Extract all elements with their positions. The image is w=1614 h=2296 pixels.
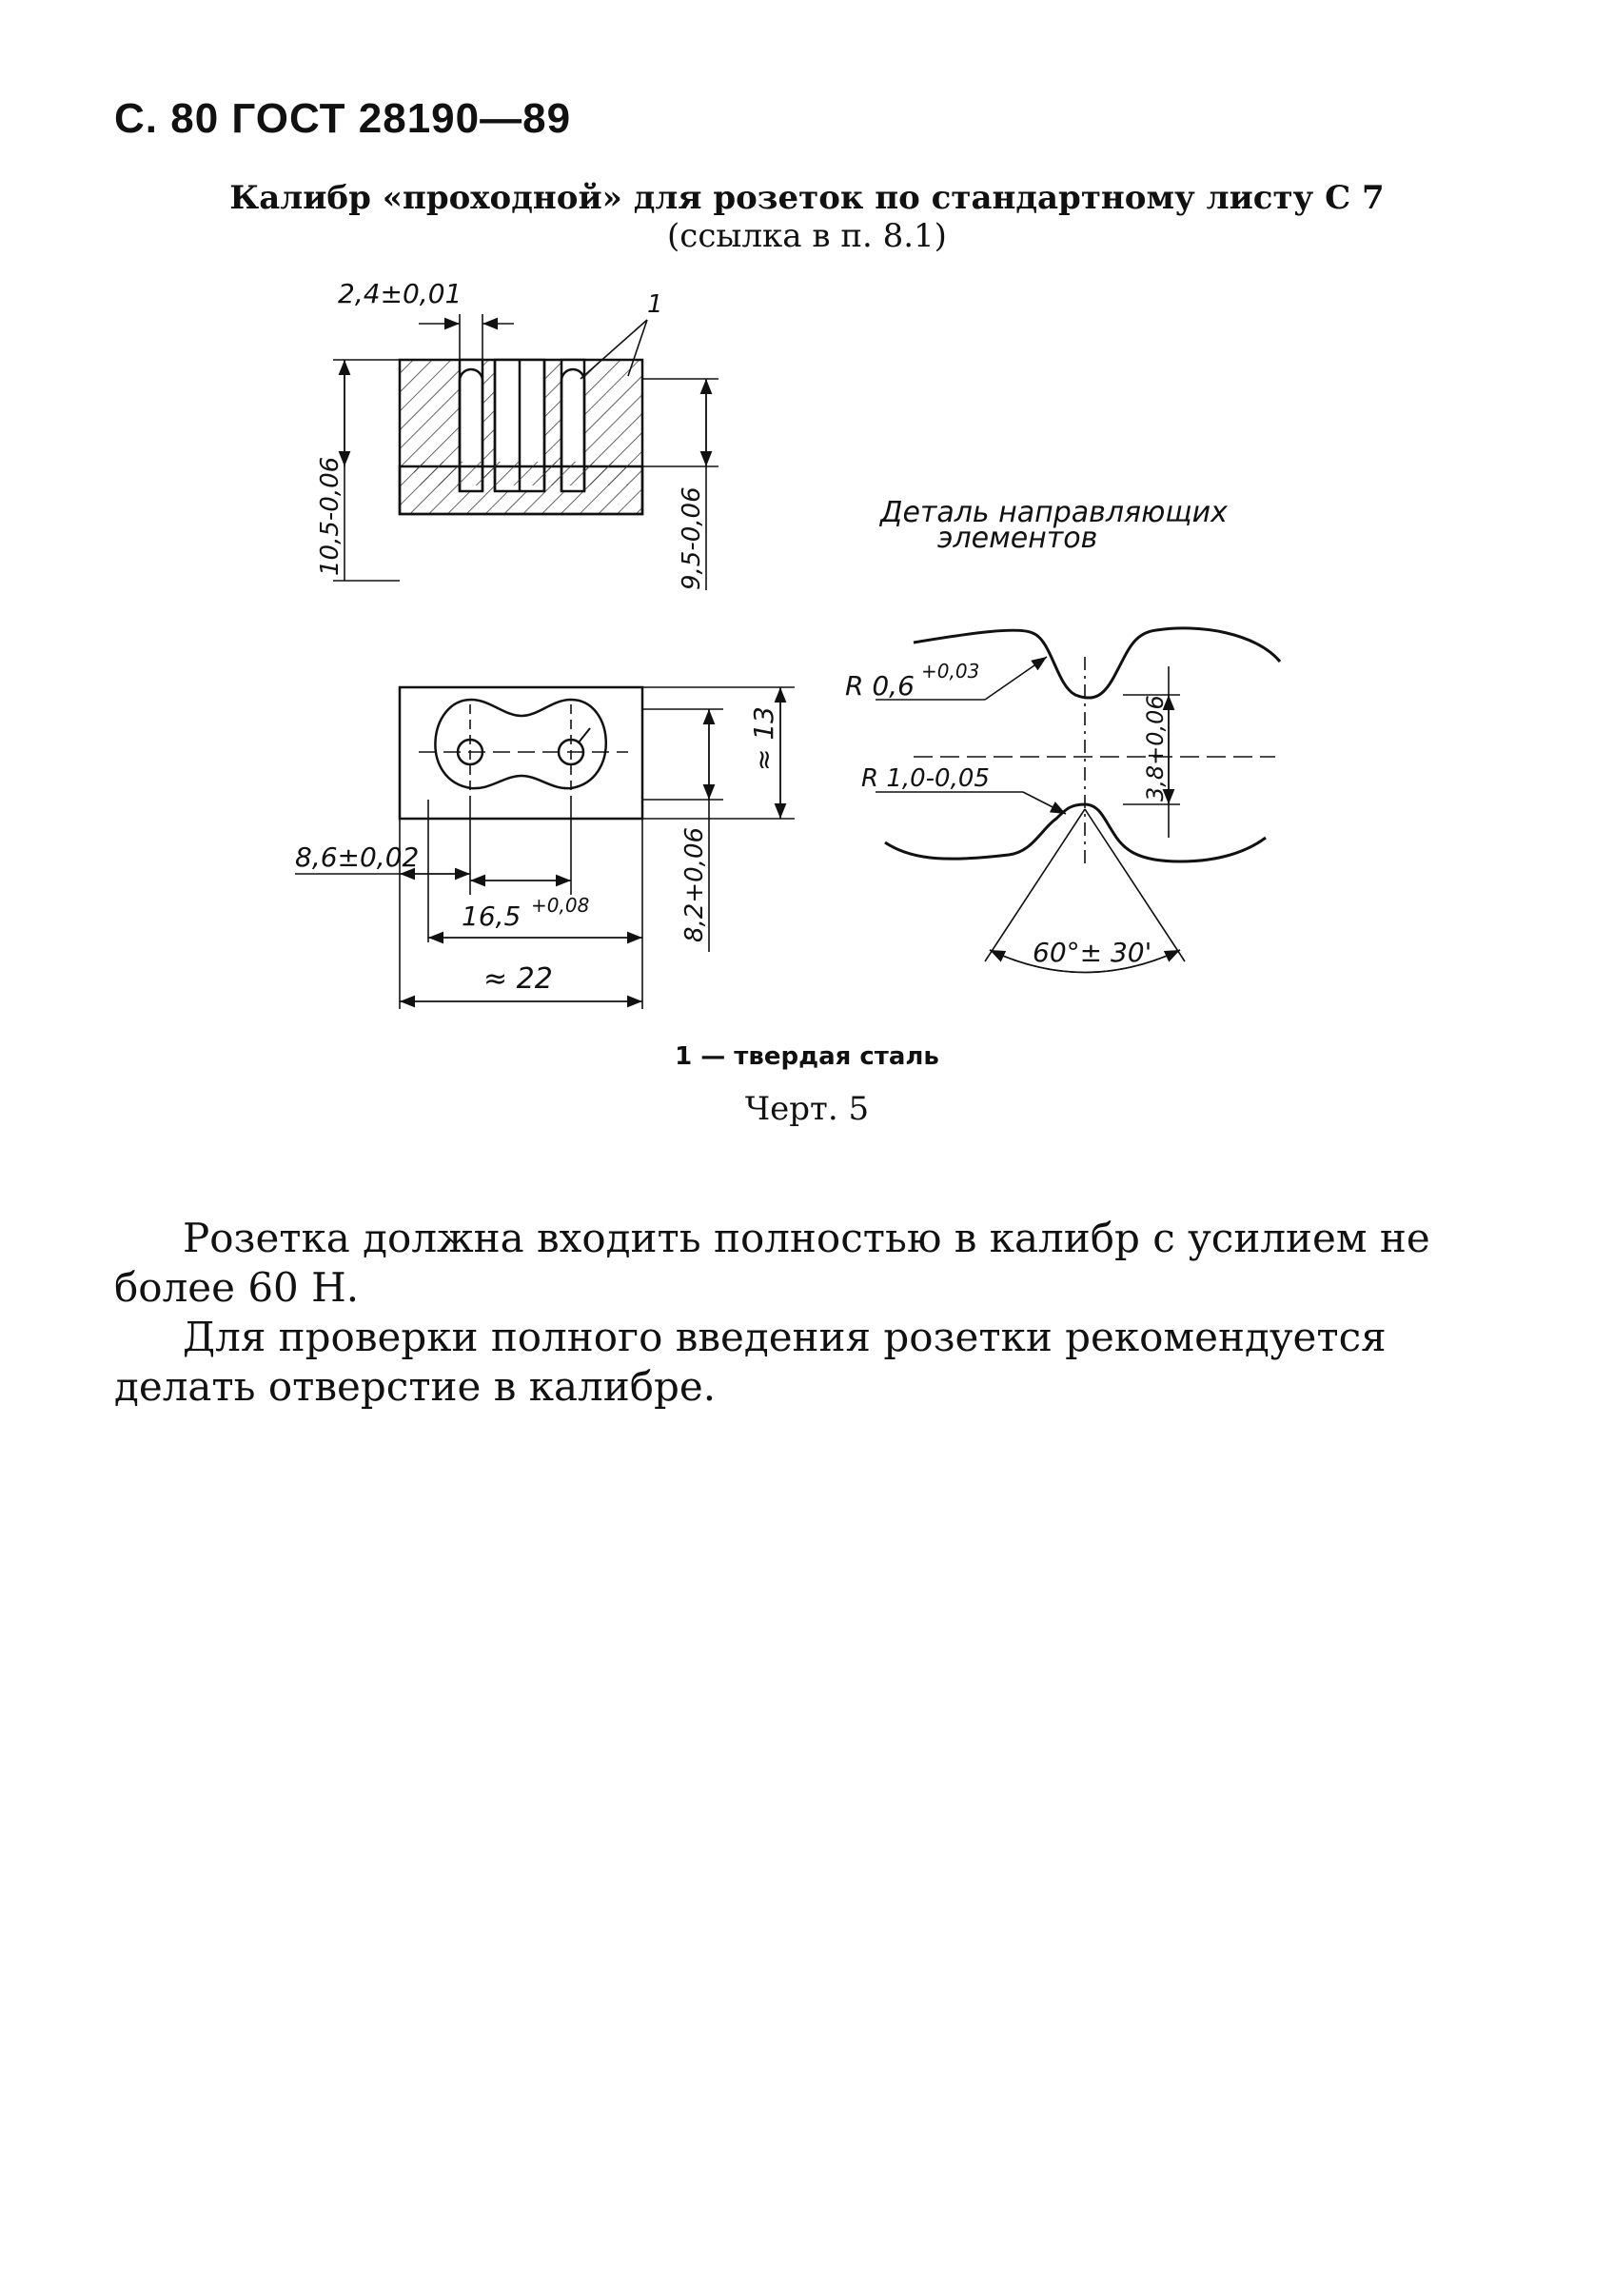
dim-centers-16-5: 16,5 — [462, 901, 522, 932]
section-view — [400, 360, 642, 514]
technical-drawing — [0, 0, 1614, 1038]
paragraph: Розетка должна входить полностью в калибр с усилием не более 60 Н. — [114, 1215, 1430, 1311]
dim-height-9-5: 9,5-0,06 — [678, 486, 706, 590]
dim-radius-1-0: R 1,0-0,05 — [861, 764, 990, 793]
dim-height-13: ≈ 13 — [748, 706, 779, 771]
detail-title-line1: Деталь направляющих — [880, 496, 1228, 529]
dim-offset-8-6: 8,6±0,02 — [295, 841, 420, 873]
figure-caption: Черт. 5 — [744, 1090, 870, 1128]
dim-slot-width: 2,4±0,01 — [338, 278, 463, 309]
dim-height-8-2: 8,2+0,06 — [680, 826, 709, 942]
dim-radius-0-6: R 0,6 — [845, 670, 915, 702]
detail-dimensions — [876, 657, 1275, 973]
dim-radius-0-6-tol: +0,03 — [921, 660, 980, 683]
dim-width-22: ≈ 22 — [483, 962, 553, 996]
dim-height-10-5: 10,5-0,06 — [316, 456, 344, 576]
figure-reference: (ссылка в п. 8.1) — [667, 217, 947, 255]
figure-title: Калибр «проходной» для розеток по стандартному листу С 7 — [229, 179, 1385, 217]
leader-label-1: 1 — [647, 290, 663, 319]
page-header: С. 80 ГОСТ 28190—89 — [114, 95, 572, 142]
dim-angle-60: 60°± 30' — [1033, 937, 1152, 968]
dim-centers-16-5-tol: +0,08 — [531, 894, 590, 917]
legend: 1 — твердая сталь — [675, 1042, 939, 1071]
body-text — [114, 1214, 1437, 1412]
paragraph: Для проверки полного введения розетки рекомендуется делать отверстие в калибре. — [114, 1314, 1387, 1410]
dim-gap-3-8: 3,8+0,06 — [1142, 695, 1169, 802]
detail-title-line2: элементов — [937, 522, 1098, 555]
plan-view — [400, 687, 642, 819]
